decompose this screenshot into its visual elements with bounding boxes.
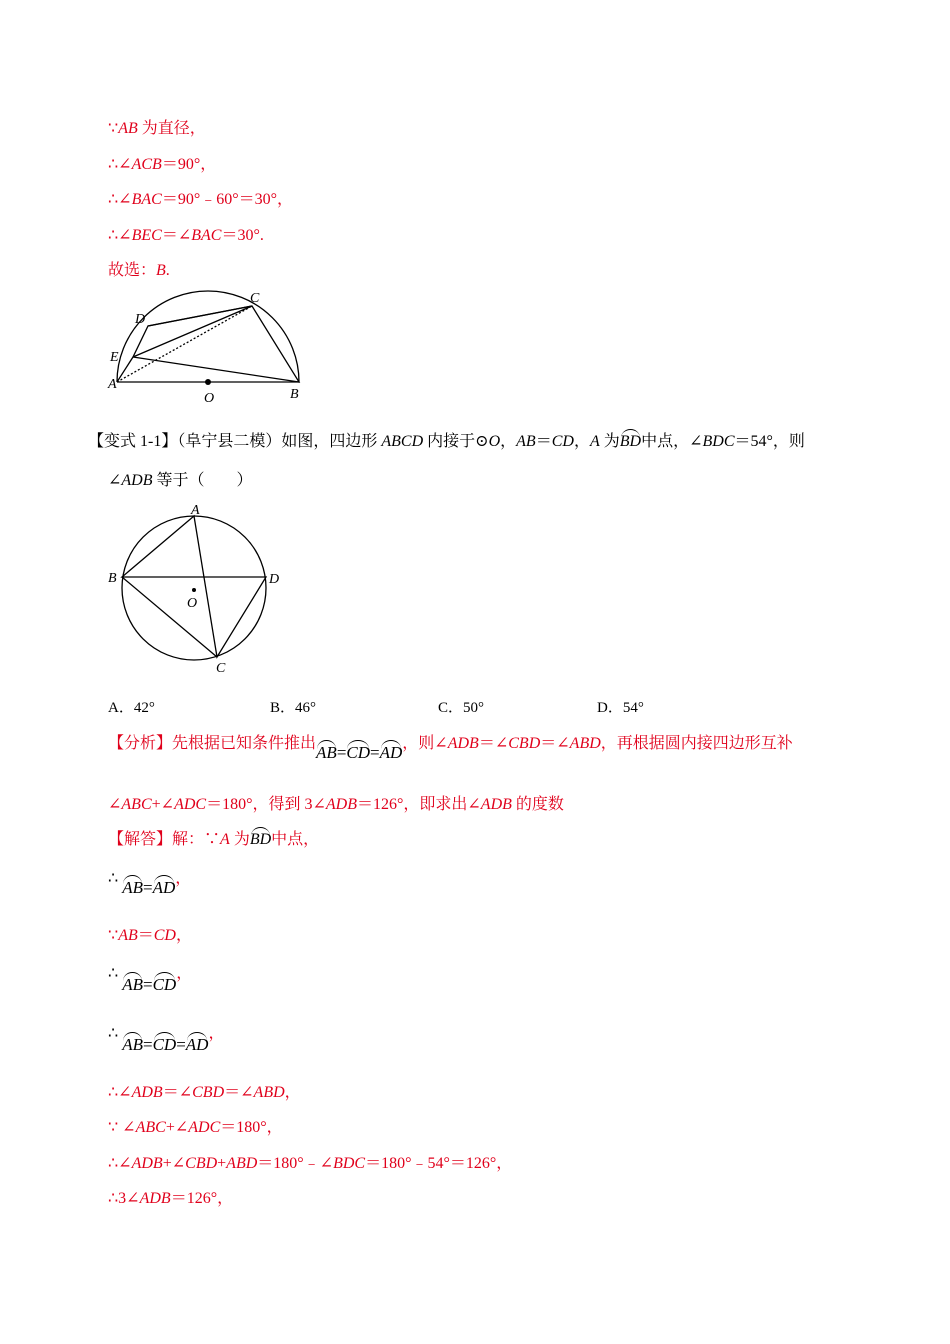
option-d[interactable]: D．54° <box>597 700 644 716</box>
solution-line-3: ∵AB＝CD， <box>108 927 192 944</box>
prev-line-2: ∴∠ACB＝90°， <box>108 156 217 173</box>
fig2-label-c: C <box>216 661 226 676</box>
fig1-label-e: E <box>110 350 119 365</box>
prev-line-1: ∵AB 为直径， <box>108 120 206 137</box>
option-c[interactable]: C．50° <box>438 700 485 716</box>
solution-line-5: ∴ AB=CD=AD， <box>108 1025 225 1054</box>
solution-line-4: ∴ AB=CD， <box>108 965 193 994</box>
fig1-label-a: A <box>108 377 117 392</box>
fig1-label-o: O <box>204 391 215 406</box>
analysis-line-2: ∠ABC+∠ADC＝180°，得到 3∠ADB＝126°，即求出∠ADB 的度数 <box>108 796 564 813</box>
question-line-1: 【变式 1-1】（阜宁县二模）如图，四边形 ABCD 内接于⊙O，AB＝CD，A 为BD中点，∠BDC＝54°，则 <box>88 433 805 450</box>
fig1-label-c: C <box>250 291 260 306</box>
solution-line-2: ∴ AB=AD， <box>108 870 192 897</box>
fig2-label-a: A <box>191 503 200 518</box>
solution-line-7: ∵ ∠ABC+∠ADC＝180°， <box>108 1119 283 1136</box>
option-b[interactable]: B．46° <box>270 700 317 716</box>
semicircle-figure <box>100 285 315 410</box>
option-a[interactable]: A．42° <box>108 700 155 716</box>
prev-line-4: ∴∠BEC＝∠BAC＝30°. <box>108 227 264 244</box>
fig2-label-b: B <box>108 571 117 586</box>
analysis-tag: 【分析】 <box>108 735 173 752</box>
fig2-label-d: D <box>269 572 280 587</box>
fig1-label-b: B <box>290 387 299 402</box>
solution-line-6: ∴∠ADB＝∠CBD＝∠ABD， <box>108 1084 301 1101</box>
fig2-label-o: O <box>187 596 198 611</box>
fig1-label-d: D <box>135 312 146 327</box>
solution-line-8: ∴∠ADB+∠CBD+ABD＝180°﹣∠BDC＝180°﹣54°＝126°， <box>108 1155 513 1172</box>
solution-line-1: 【解答】解：∵A 为BD中点， <box>108 831 320 848</box>
question-tag: 【变式 1-1】 <box>88 433 178 450</box>
prev-line-5: 故选：B. <box>108 262 170 279</box>
solution-line-9: ∴3∠ADB＝126°， <box>108 1190 234 1207</box>
circle-figure <box>100 498 290 676</box>
solution-tag: 【解答】 <box>108 831 173 848</box>
question-line-2: ∠ADB 等于（ ） <box>108 472 253 489</box>
prev-line-3: ∴∠BAC＝90°﹣60°＝30°， <box>108 191 294 208</box>
analysis-line-1: 【分析】先根据已知条件推出AB=CD=AD，则∠ADB＝∠CBD＝∠ABD，再根据圆内接四边形互补 <box>108 735 793 762</box>
